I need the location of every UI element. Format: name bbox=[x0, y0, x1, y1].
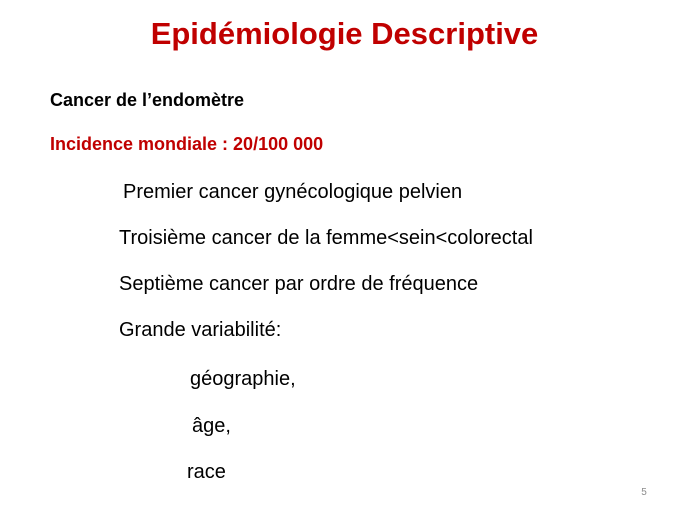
bullet-line: Troisième cancer de la femme<sein<colorectal bbox=[119, 227, 533, 249]
variability-item: âge, bbox=[192, 415, 231, 437]
incidence-statistic: Incidence mondiale : 20/100 000 bbox=[50, 134, 324, 154]
variability-item: géographie, bbox=[190, 368, 296, 390]
bullet-line: Septième cancer par ordre de fréquence bbox=[119, 273, 479, 295]
page-number: 5 bbox=[641, 487, 647, 498]
bullet-line: Premier cancer gynécologique pelvien bbox=[123, 181, 463, 203]
variability-item: race bbox=[187, 461, 226, 483]
slide-title: Epidémiologie Descriptive bbox=[150, 16, 539, 51]
section-subtitle: Cancer de l’endomètre bbox=[50, 90, 245, 110]
bullet-line: Grande variabilité: bbox=[119, 319, 282, 341]
